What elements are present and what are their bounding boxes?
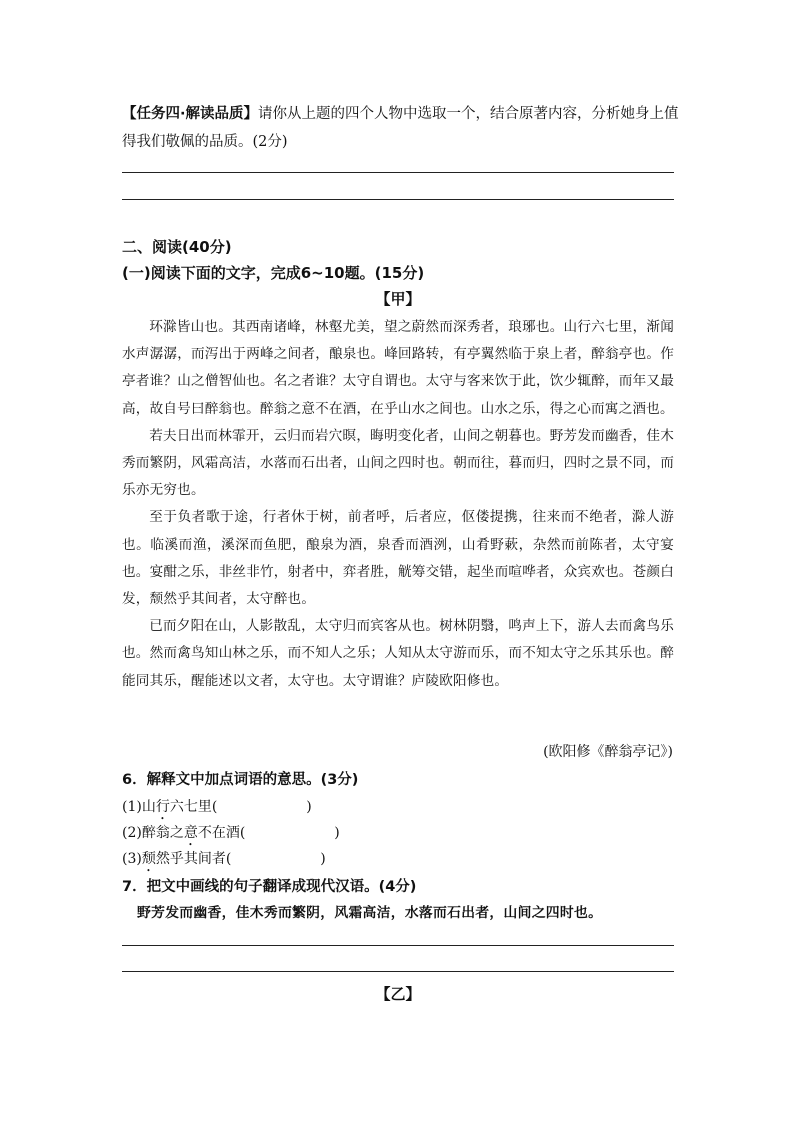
- answer-line[interactable]: [122, 945, 674, 946]
- passage-paragraph: 若夫日出而林霏开，云归而岩穴暝，晦明变化者，山间之朝暮也。野芳发而幽香，佳木秀而繁阴，风霜高洁，水落而石出者，山间之四时也。朝而往，暮而归，四时之景不同，而乐亦无穷也。: [122, 427, 674, 499]
- section-title: 二、阅读(40分): [122, 238, 232, 256]
- answer-line[interactable]: [122, 971, 674, 972]
- answer-blank[interactable]: ( ): [211, 799, 312, 815]
- dotted-word: 颓: [141, 851, 156, 867]
- task-four-question: [122, 100, 682, 156]
- question-7-title: 7．把文中画线的句子翻译成现代汉语。(4分): [122, 879, 417, 895]
- dotted-word: 行: [155, 799, 170, 815]
- passage-paragraph: 已而夕阳在山，人影散乱，太守归而宾客从也。树林阴翳，鸣声上下，游人去而禽鸟乐也。然而禽鸟知山林之乐，而不知人之乐；人知从太守游而乐，而不知太守之乐其乐也。醉能同其乐，醒能述以文者，太守也。太守谓谁？庐陵欧阳修也。: [122, 618, 674, 689]
- question-6-item: (1)山行六七里( ): [122, 799, 312, 815]
- answer-blank[interactable]: ( ): [225, 851, 326, 867]
- passage-yi-label: 【乙】: [375, 985, 421, 1003]
- dotted-word: 意: [183, 825, 198, 841]
- passage-paragraph: 环滁皆山也。其西南诸峰，林壑尤美，望之蔚然而深秀者，琅琊也。山行六七里，渐闻水声潺潺，而泻出于两峰之间者，酿泉也。峰回路转，有亭翼然临于泉上者，醉翁亭也。作亭者谁？山之僧智仙也。名之者谁？太守自谓也。太守与客来饮于此，饮少辄醉，而年又最高，故自号曰醉翁也。醉翁之意不在酒，在乎山水之间也。山水之乐，得之心而寓之酒也。: [122, 319, 674, 417]
- answer-blank[interactable]: ( ): [239, 825, 340, 841]
- task-four-label: 【任务四·解读品质】: [122, 106, 259, 122]
- passage-source: (欧阳修《醉翁亭记》): [543, 744, 673, 760]
- question-6-item: (2)醉翁之意不在酒( ): [122, 825, 340, 841]
- question-6-title: 6．解释文中加点词语的意思。(3分): [122, 772, 359, 788]
- reading-part-title: (一)阅读下面的文字，完成6~10题。(15分): [122, 264, 425, 282]
- question-7-sentence: 野芳发而幽香，佳木秀而繁阴，风霜高洁，水落而石出者，山间之四时也。: [137, 905, 603, 921]
- answer-line[interactable]: [122, 199, 674, 200]
- task-four-text: 请你从上题的四个人物中选取一个，结合原著内容，分析她身上值得我们敬佩的品质。(2分): [122, 106, 679, 150]
- answer-line[interactable]: [122, 172, 674, 173]
- passage-paragraph: 至于负者歌于途，行者休于树，前者呼，后者应，伛偻提携，往来而不绝者，滁人游也。临溪而渔，溪深而鱼肥，酿泉为酒，泉香而酒洌，山肴野蔌，杂然而前陈者，太守宴也。宴酣之乐，非丝非竹，射者中，弈者胜，觥筹交错，起坐而喧哗者，众宾欢也。苍颜白发，颓然乎其间者，太守醉也。: [122, 509, 674, 608]
- passage-text: [122, 314, 674, 695]
- question-6-item: (3)颓然乎其间者( ): [122, 851, 326, 867]
- passage-jia-label: 【甲】: [375, 290, 421, 308]
